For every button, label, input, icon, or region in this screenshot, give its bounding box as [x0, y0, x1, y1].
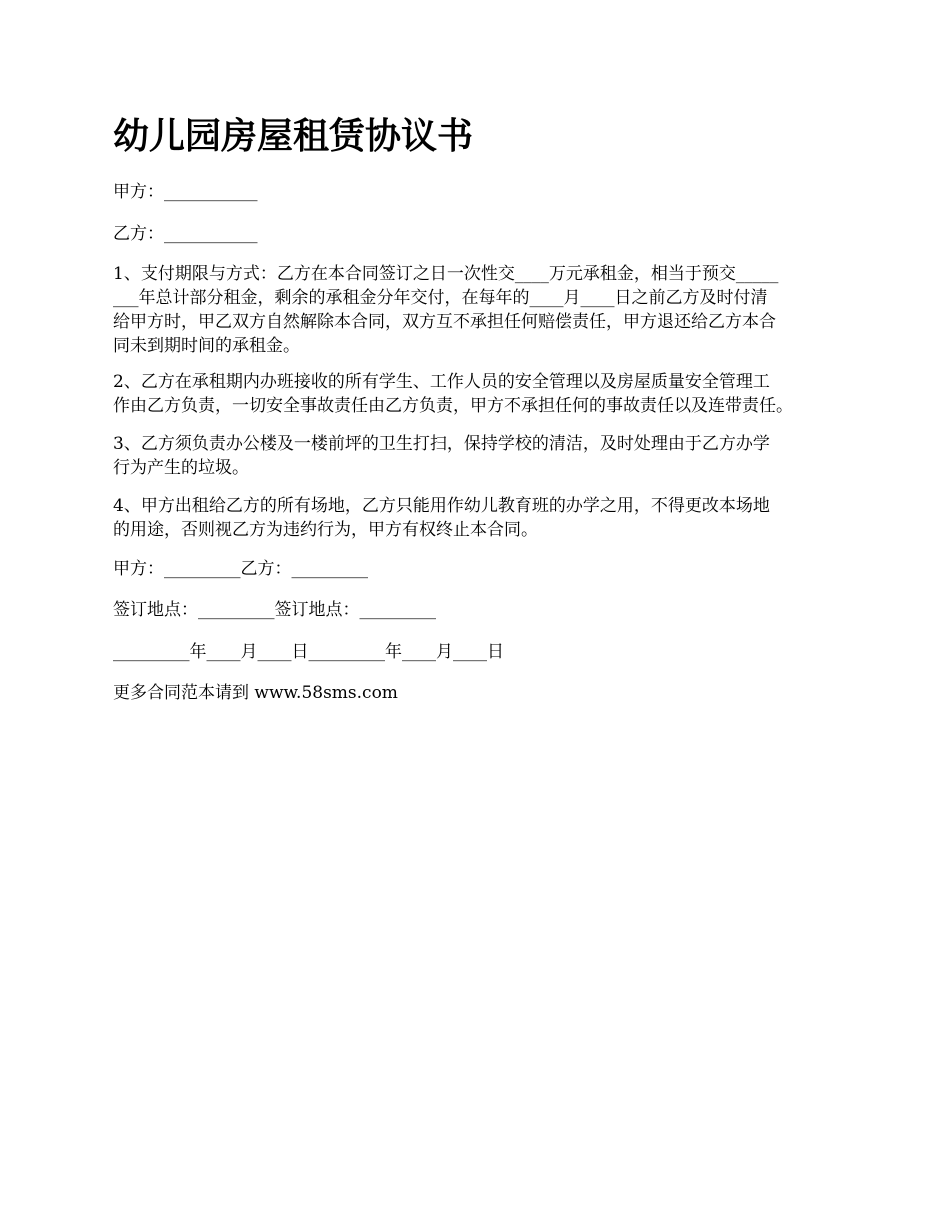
- clause-2-line: 作由乙方负责，一切安全事故责任由乙方负责，甲方不承担任何的事故责任以及连带责任。: [113, 396, 793, 416]
- party-b-line: 乙方：___________: [113, 224, 258, 244]
- clause-1-line: ___年总计部分租金，剩余的承租金分年交付，在每年的____月____日之前乙方及时付清: [113, 288, 768, 308]
- clause-1-line: 1、支付期限与方式：乙方在本合同签订之日一次性交____万元承租金，相当于预交_____: [113, 264, 779, 284]
- date-line: _________年____月____日_________年____月____日: [113, 642, 504, 662]
- clause-1: [113, 262, 848, 358]
- document-title: 幼儿园房屋租赁协议书: [113, 115, 474, 157]
- clause-3-line: 3、乙方须负责办公楼及一楼前坪的卫生打扫，保持学校的清洁，及时处理由于乙方办学: [113, 434, 770, 454]
- clause-4: [113, 494, 848, 542]
- signature-line: 甲方：_________乙方：_________: [113, 559, 368, 579]
- signing-place-line: 签订地点：_________签订地点：_________: [113, 600, 436, 620]
- clause-3: [113, 432, 848, 480]
- clause-2: [113, 370, 848, 418]
- clause-1-line: 同未到期时间的承租金。: [113, 336, 300, 356]
- footer-note: 更多合同范本请到 www.58sms.com: [113, 683, 398, 703]
- clause-4-line: 的用途，否则视乙方为违约行为，甲方有权终止本合同。: [113, 520, 538, 540]
- party-a-line: 甲方：___________: [113, 182, 258, 202]
- clause-1-line: 给甲方时，甲乙双方自然解除本合同，双方互不承担任何赔偿责任，甲方退还给乙方本合: [113, 312, 776, 332]
- clause-3-line: 行为产生的垃圾。: [113, 458, 249, 478]
- clause-4-line: 4、甲方出租给乙方的所有场地，乙方只能用作幼儿教育班的办学之用，不得更改本场地: [113, 496, 770, 516]
- clause-2-line: 2、乙方在承租期内办班接收的所有学生、工作人员的安全管理以及房屋质量安全管理工: [113, 372, 770, 392]
